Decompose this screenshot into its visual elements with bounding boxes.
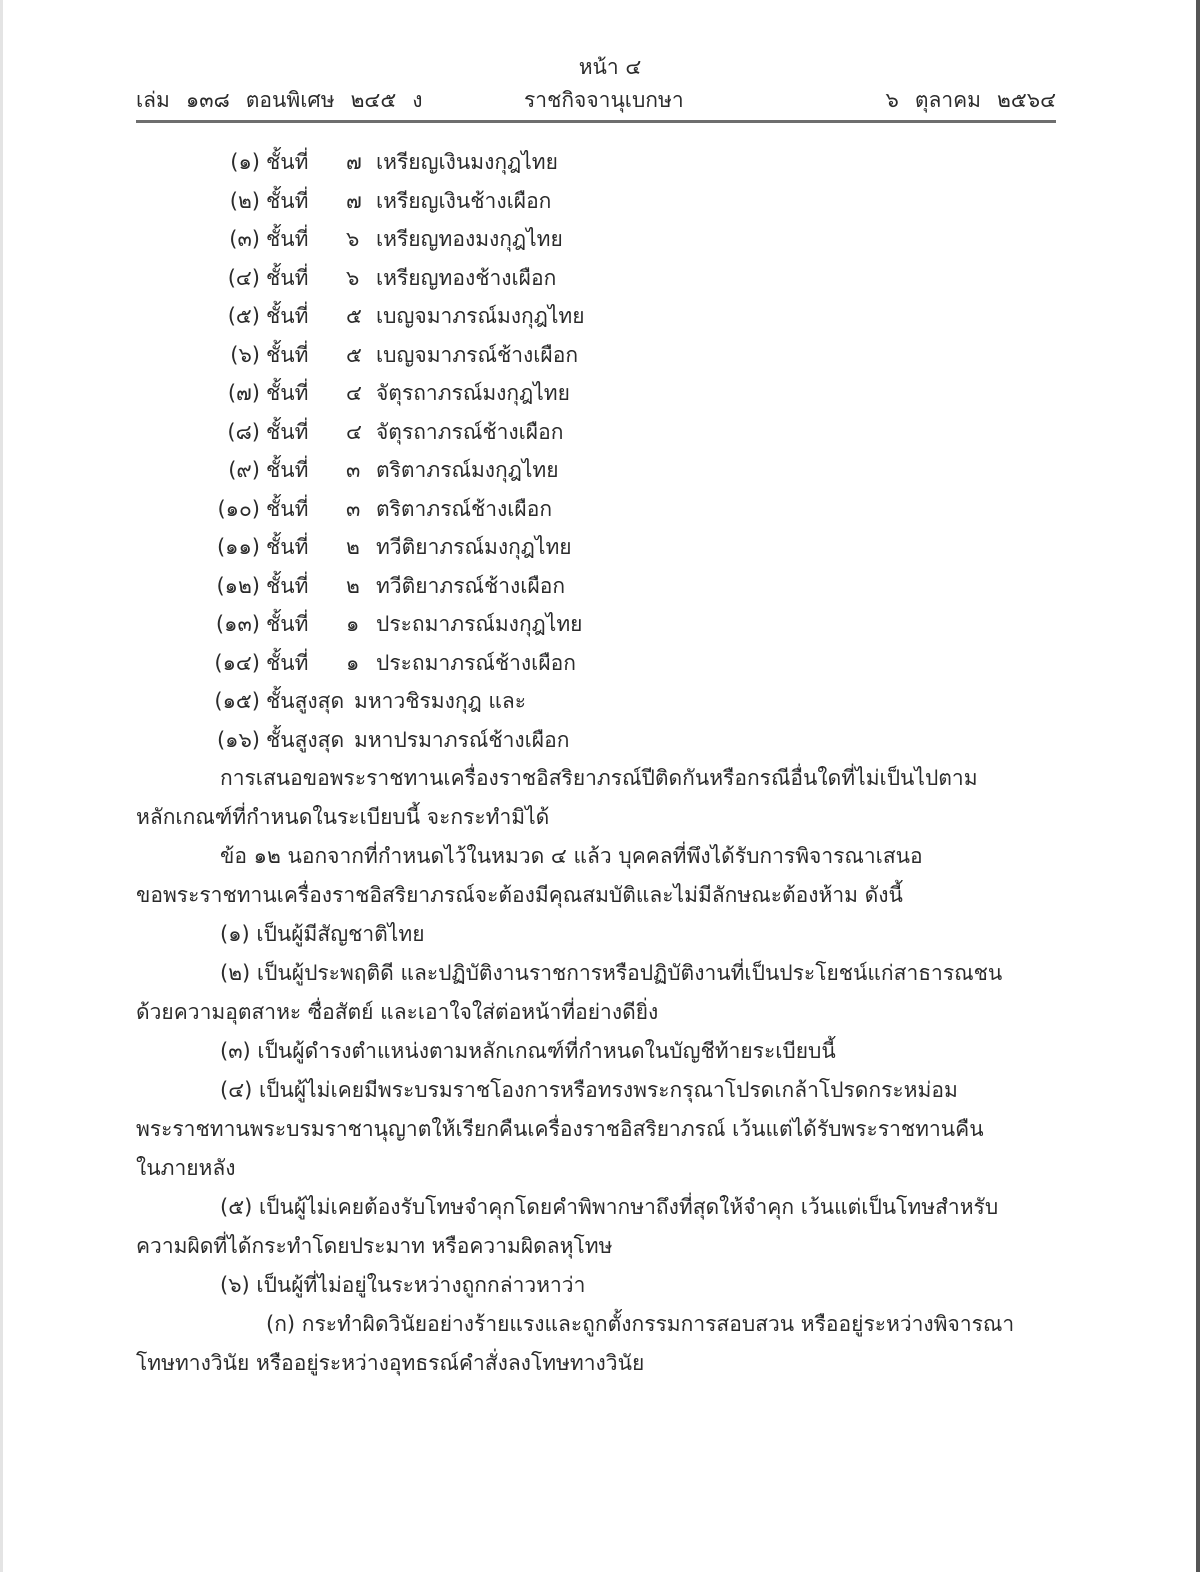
date-day: ๖ (885, 88, 899, 112)
item-number: (๑๔) (214, 650, 260, 675)
body-text (136, 759, 1056, 1383)
header-rule (136, 120, 1056, 123)
item-name: เหรียญเงินช้างเผือก (376, 188, 552, 213)
item-number: (๑๕) (214, 689, 260, 713)
list-item (136, 528, 1056, 567)
item-number: (๗) (227, 381, 260, 405)
header-date (885, 82, 1056, 118)
item-grade: ชั้นที่ (266, 419, 309, 444)
item-name: เหรียญทองมงกุฎไทย (376, 227, 563, 251)
clause-12-item-6a (136, 1305, 1056, 1383)
clause-12-item-2 (136, 954, 1056, 1032)
clause-12-item-5 (136, 1188, 1056, 1266)
item-rank: ๖ (346, 265, 360, 290)
text-line: (ก) กระทำผิดวินัยอย่างร้ายแรงและถูกตั้งกรรมการสอบสวน หรืออยู่ระหว่างพิจารณา (266, 1312, 1015, 1336)
item-number: (๑๒) (216, 573, 260, 598)
list-item (136, 721, 1056, 760)
item-rank: ๒ (346, 573, 360, 598)
text-line: ในภายหลัง (136, 1156, 236, 1180)
item-number: (๒) (229, 188, 260, 213)
item-number: (๑) (230, 150, 260, 174)
list-item (136, 143, 1056, 182)
list-item (136, 490, 1056, 529)
page-left-edge (0, 0, 3, 1572)
list-item (136, 567, 1056, 606)
item-number: (๑๖) (216, 727, 260, 752)
clause-12-item-3 (136, 1032, 1056, 1071)
item-name: เบญจมาภรณ์มงกุฎไทย (376, 304, 585, 328)
item-number: (๑๑) (216, 535, 260, 559)
item-grade: ชั้นที่ (266, 381, 309, 405)
item-grade: ชั้นที่ (266, 188, 309, 213)
text-line: ขอพระราชทานเครื่องราชอิสริยาภรณ์จะต้องมีคุณสมบัติและไม่มีลักษณะต้องห้าม ดังนี้ (136, 883, 903, 907)
item-number: (๕) (227, 304, 260, 328)
item-name: ประถมาภรณ์มงกุฎไทย (376, 612, 583, 636)
item-name: เหรียญเงินมงกุฎไทย (376, 150, 558, 174)
page-right-edge (1196, 0, 1200, 1572)
item-name: มหาปรมาภรณ์ช้างเผือก (354, 727, 570, 752)
list-item (136, 451, 1056, 490)
page-number: หน้า ๔ (578, 55, 642, 79)
decoration-ranks-list (136, 143, 1056, 759)
item-name: มหาวชิรมงกุฎ และ (354, 689, 527, 713)
item-number: (๔) (227, 265, 260, 290)
list-item (136, 682, 1056, 721)
item-grade: ชั้นที่ (266, 265, 309, 290)
clause-12-item-6 (136, 1266, 1056, 1305)
text-line: (๓) เป็นผู้ดำรงตำแหน่งตามหลักเกณฑ์ที่กำหนดในบัญชีท้ายระเบียบนี้ (220, 1039, 836, 1063)
section-label: ตอนพิเศษ (245, 88, 335, 112)
item-grade: ชั้นที่ (266, 342, 309, 367)
text-line: (๕) เป็นผู้ไม่เคยต้องรับโทษจำคุกโดยคำพิพากษาถึงที่สุดให้จำคุก เว้นแต่เป็นโทษสำหรับ (220, 1195, 999, 1219)
item-name: เบญจมาภรณ์ช้างเผือก (376, 342, 579, 367)
list-item (136, 259, 1056, 298)
item-number: (๓) (229, 227, 260, 251)
clause-12-item-1 (136, 915, 1056, 954)
date-year: ๒๕๖๔ (997, 88, 1056, 112)
text-line: หลักเกณฑ์ที่กำหนดในระเบียบนี้ จะกระทำมิได้ (136, 805, 550, 829)
list-item (136, 374, 1056, 413)
section-letter: ง (412, 88, 423, 112)
item-name: ประถมาภรณ์ช้างเผือก (376, 650, 576, 675)
item-grade: ชั้นที่ (266, 458, 309, 482)
item-number: (๑๐) (217, 496, 260, 521)
item-number: (๑๓) (215, 612, 260, 636)
list-item (136, 644, 1056, 683)
item-rank: ๒ (346, 535, 360, 559)
clause-12-item-4 (136, 1071, 1056, 1188)
item-name: ตริตาภรณ์มงกุฎไทย (376, 458, 559, 482)
publication-title: ราชกิจจานุเบกษา (524, 88, 684, 112)
text-line: (๒) เป็นผู้ประพฤติดี และปฏิบัติงานราชการหรือปฏิบัติงานที่เป็นประโยชน์แก่สาธารณชน (220, 961, 1003, 985)
volume-number: ๑๓๘ (185, 88, 230, 112)
item-grade: ชั้นสูงสุด (266, 689, 345, 713)
item-grade: ชั้นที่ (266, 535, 309, 559)
item-rank: ๕ (346, 304, 362, 328)
item-grade: ชั้นที่ (266, 227, 309, 251)
list-item (136, 182, 1056, 221)
item-grade: ชั้นที่ (266, 150, 309, 174)
item-rank: ๗ (346, 188, 362, 213)
item-grade: ชั้นที่ (266, 650, 309, 675)
item-name: จัตุรถาภรณ์มงกุฎไทย (376, 381, 570, 405)
item-number: (๙) (228, 458, 260, 482)
list-item (136, 297, 1056, 336)
item-grade: ชั้นที่ (266, 496, 309, 521)
item-grade: ชั้นสูงสุด (266, 727, 345, 752)
text-line: (๖) เป็นผู้ที่ไม่อยู่ในระหว่างถูกกล่าวหาว่า (220, 1273, 586, 1297)
item-name: ทวีติยาภรณ์มงกุฎไทย (376, 535, 572, 559)
item-number: (๘) (227, 419, 260, 444)
text-line: ข้อ ๑๒ นอกจากที่กำหนดไว้ในหมวด ๔ แล้ว บุคคลที่พึงได้รับการพิจารณาเสนอ (220, 844, 923, 868)
gazette-page (136, 52, 1056, 1383)
text-line: (๔) เป็นผู้ไม่เคยมีพระบรมราชโองการหรือทรงพระกรุณาโปรดเกล้าโปรดกระหม่อม (220, 1078, 958, 1102)
item-rank: ๓ (346, 496, 361, 521)
item-number: (๖) (230, 342, 260, 367)
item-name: ตริตาภรณ์ช้างเผือก (376, 496, 553, 521)
section-number: ๒๔๕ (350, 88, 397, 112)
item-rank: ๕ (346, 342, 362, 367)
text-line: ด้วยความอุตสาหะ ซื่อสัตย์ และเอาใจใส่ต่อหน้าที่อย่างดียิ่ง (136, 1000, 659, 1024)
running-header (136, 82, 1056, 118)
item-rank: ๖ (346, 227, 360, 251)
text-line: พระราชทานพระบรมราชานุญาตให้เรียกคืนเครื่องราชอิสริยาภรณ์ เว้นแต่ได้รับพระราชทานคืน (136, 1117, 984, 1141)
paragraph-exception (136, 759, 1056, 837)
item-grade: ชั้นที่ (266, 304, 309, 328)
item-rank: ๗ (346, 150, 362, 174)
item-grade: ชั้นที่ (266, 573, 309, 598)
item-name: ทวีติยาภรณ์ช้างเผือก (376, 573, 566, 598)
header-volume-info (136, 82, 423, 118)
list-item (136, 605, 1056, 644)
item-name: จัตุรถาภรณ์ช้างเผือก (376, 419, 564, 444)
text-line: ความผิดที่ได้กระทำโดยประมาท หรือความผิดลหุโทษ (136, 1234, 613, 1258)
text-line: (๑) เป็นผู้มีสัญชาติไทย (220, 922, 425, 946)
item-grade: ชั้นที่ (266, 612, 309, 636)
item-name: เหรียญทองช้างเผือก (376, 265, 557, 290)
list-item (136, 336, 1056, 375)
text-line: โทษทางวินัย หรืออยู่ระหว่างอุทธรณ์คำสั่งลงโทษทางวินัย (136, 1351, 645, 1375)
item-rank: ๑ (346, 650, 360, 675)
list-item (136, 220, 1056, 259)
item-rank: ๔ (346, 419, 362, 444)
volume-label: เล่ม (136, 88, 170, 112)
item-rank: ๑ (346, 612, 360, 636)
clause-12 (136, 837, 1056, 915)
item-rank: ๔ (346, 381, 362, 405)
list-item (136, 413, 1056, 452)
text-line: การเสนอขอพระราชทานเครื่องราชอิสริยาภรณ์ปีติดกันหรือกรณีอื่นใดที่ไม่เป็นไปตาม (220, 766, 978, 790)
item-rank: ๓ (346, 458, 361, 482)
date-month: ตุลาคม (914, 88, 982, 112)
